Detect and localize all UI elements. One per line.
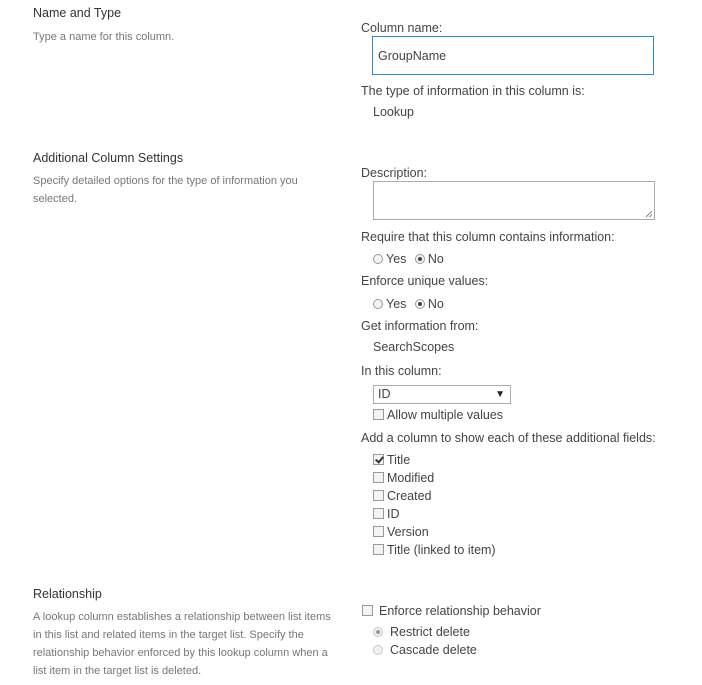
required-yes-label: Yes [386, 252, 407, 266]
in-column-label: In this column: [361, 364, 442, 378]
field-created-checkbox[interactable] [373, 490, 384, 501]
cascade-delete-row[interactable] [373, 641, 477, 659]
additional-fields-label: Add a column to show each of these additional fields: [361, 431, 656, 445]
unique-yes-radio[interactable] [373, 299, 383, 309]
cascade-delete-label: Cascade delete [390, 643, 477, 657]
field-title-checkbox[interactable] [373, 454, 384, 465]
get-info-label: Get information from: [361, 319, 479, 333]
resize-grip-icon[interactable] [646, 211, 652, 217]
restrict-delete-label: Restrict delete [390, 625, 470, 639]
unique-no-label: No [427, 297, 444, 311]
allow-multiple-checkbox[interactable] [373, 409, 384, 420]
field-label: Created [387, 489, 432, 503]
unique-no-radio[interactable] [415, 299, 425, 309]
name-type-section-title: Name and Type [33, 6, 122, 20]
field-label: Version [387, 525, 429, 539]
relationship-section-title: Relationship [33, 587, 102, 601]
field-label: Modified [387, 471, 435, 485]
unique-label: Enforce unique values: [361, 274, 489, 288]
column-name-input[interactable] [372, 36, 654, 75]
additional-settings-section-title: Additional Column Settings [33, 151, 184, 165]
field-label: Title [387, 453, 411, 467]
required-yes-radio[interactable] [373, 254, 383, 264]
field-row[interactable] [373, 469, 434, 487]
in-column-select-value: ID [378, 387, 391, 401]
field-modified-checkbox[interactable] [373, 472, 384, 483]
in-column-select[interactable] [373, 385, 511, 404]
required-label: Require that this column contains information: [361, 230, 615, 244]
unique-yes-label: Yes [386, 297, 407, 311]
restrict-delete-radio[interactable] [373, 627, 383, 637]
field-title-linked-checkbox[interactable] [373, 544, 384, 555]
field-version-checkbox[interactable] [373, 526, 384, 537]
field-row[interactable] [373, 541, 496, 559]
allow-multiple-row[interactable] [373, 406, 503, 424]
allow-multiple-label: Allow multiple values [387, 408, 504, 422]
relationship-section-description: A lookup column establishes a relationship between list items in this list and related items in the target list. Specify the relationship behavior enforced by this lookup column when a list item in the target list is deleted. [33, 611, 331, 677]
column-name-label: Column name: [361, 21, 443, 35]
cascade-delete-radio[interactable] [373, 645, 383, 655]
enforce-relationship-label: Enforce relationship behavior [379, 604, 541, 618]
description-label: Description: [361, 166, 427, 180]
description-textarea[interactable] [373, 181, 655, 220]
required-no-radio[interactable] [415, 254, 425, 264]
field-row[interactable] [373, 487, 431, 505]
additional-settings-section-description: Specify detailed options for the type of information you selected. [33, 175, 298, 205]
required-no-label: No [427, 252, 444, 266]
field-row[interactable] [373, 505, 400, 523]
get-info-value: SearchScopes [373, 340, 455, 354]
enforce-relationship-checkbox[interactable] [362, 605, 373, 616]
field-label: Title (linked to item) [387, 543, 496, 557]
unique-radio-group [373, 295, 444, 313]
name-type-section-description: Type a name for this column. [33, 31, 175, 43]
dropdown-arrow-icon: ▼ [495, 389, 505, 400]
field-id-checkbox[interactable] [373, 508, 384, 519]
field-row[interactable] [373, 451, 410, 469]
type-value: Lookup [373, 105, 415, 119]
field-row[interactable] [373, 523, 429, 541]
type-label: The type of information in this column is: [361, 84, 585, 98]
enforce-relationship-row[interactable] [362, 602, 541, 620]
restrict-delete-row[interactable] [373, 623, 470, 641]
field-label: ID [387, 507, 400, 521]
required-radio-group [373, 250, 444, 268]
